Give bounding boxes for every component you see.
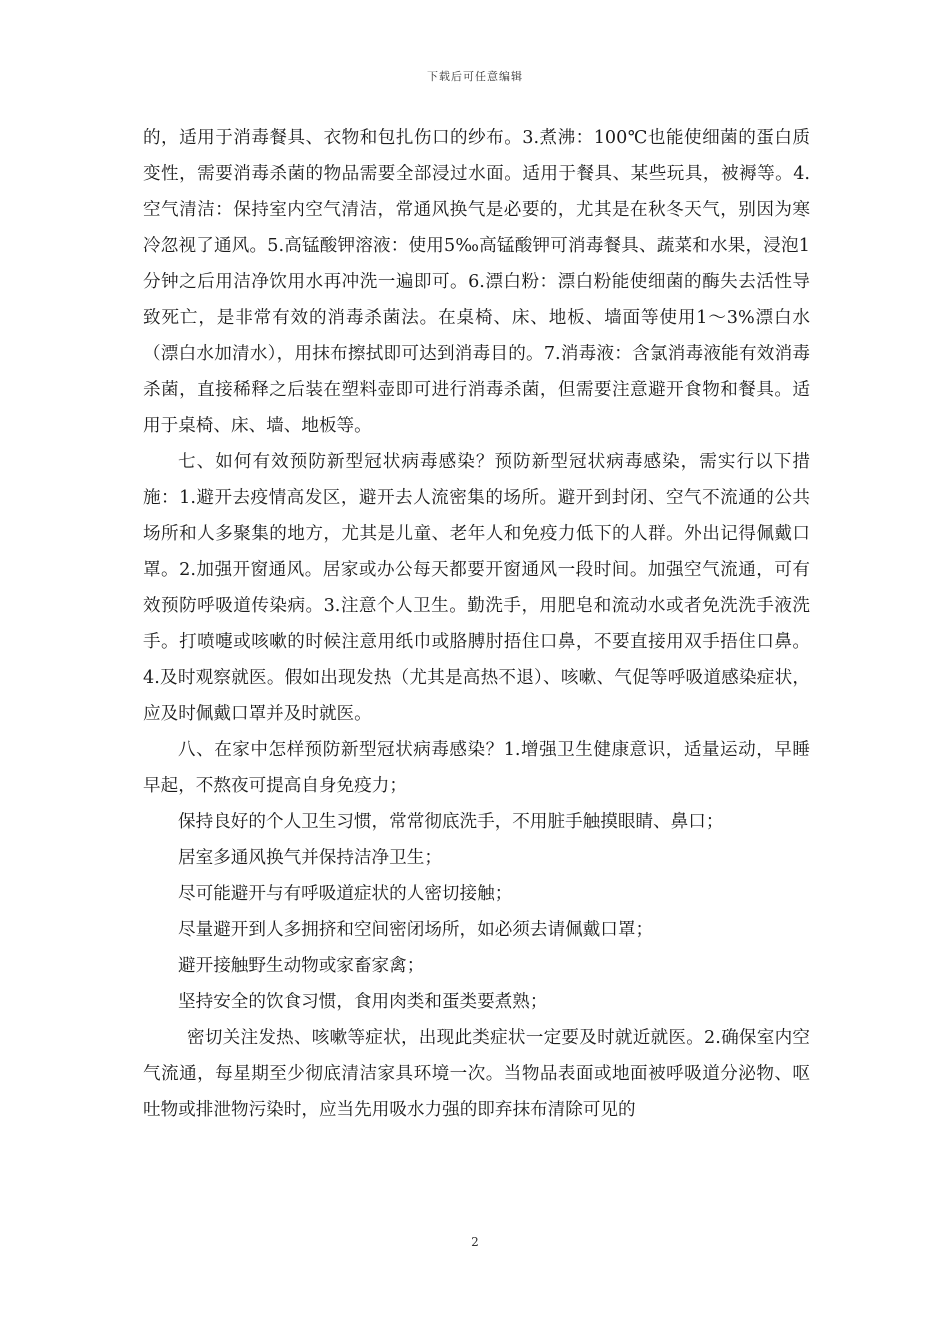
paragraph-home-prevention: 八、在家中怎样预防新型冠状病毒感染？1.增强卫生健康意识，适量运动，早睡早起，不熬夜可提高自身免疫力；: [143, 740, 810, 796]
paragraph-final: 密切关注发热、咳嗽等症状，出现此类症状一定要及时就近就医。2.确保室内空气流通，每星期至少彻底清洁家具环境一次。当物品表面或地面被呼吸道分泌物、呕吐物或排泄物污染时，应当先用吸水力强的即弃抹布清除可见的: [143, 1028, 810, 1120]
list-item: 保持良好的个人卫生习惯，常常彻底洗手，不用脏手触摸眼睛、鼻口；: [178, 812, 724, 832]
list-item: 尽量避开到人多拥挤和空间密闭场所，如必须去请佩戴口罩；: [178, 920, 654, 940]
list-item: 尽可能避开与有呼吸道症状的人密切接触；: [178, 884, 513, 904]
document-body: [143, 120, 810, 1128]
header-note: 下载后可任意编辑: [427, 70, 523, 83]
list-item: 居室多通风换气并保持洁净卫生；: [178, 848, 442, 868]
page-number: 2: [471, 1235, 479, 1249]
list-item: 坚持安全的饮食习惯，食用肉类和蛋类要煮熟；: [178, 992, 548, 1012]
paragraph-disinfection-methods: 的，适用于消毒餐具、衣物和包扎伤口的纱布。3.煮沸：100℃也能使细菌的蛋白质变性，需要消毒杀菌的物品需要全部浸过水面。适用于餐具、某些玩具，被褥等。4.空气清洁：保持室内空气清洁，常通风换气是必要的，尤其是在秋冬天气，别因为寒冷忽视了通风。5.高锰酸钾溶液：使用5‰高锰酸钾可消毒餐具、蔬菜和水果，浸泡1分钟之后用洁净饮用水再冲洗一遍即可。6.漂白粉：漂白粉能使细菌的酶失去活性导致死亡，是非常有效的消毒杀菌法。在桌椅、床、地板、墙面等使用1～3%漂白水（漂白水加清水），用抹布擦拭即可达到消毒目的。7.消毒液：含氯消毒液能有效消毒杀菌，直接稀释之后装在塑料壶即可进行消毒杀菌，但需要注意避开食物和餐具。适用于桌椅、床、墙、地板等。: [143, 128, 810, 436]
paragraph-prevention-measures: 七、如何有效预防新型冠状病毒感染？预防新型冠状病毒感染，需实行以下措施：1.避开去疫情高发区，避开去人流密集的场所。避开到封闭、空气不流通的公共场所和人多聚集的地方，尤其是儿童、老年人和免疫力低下的人群。外出记得佩戴口罩。2.加强开窗通风。居家或办公每天都要开窗通风一段时间。加强空气流通，可有效预防呼吸道传染病。3.注意个人卫生。勤洗手，用肥皂和流动水或者免洗洗手液洗手。打喷嚏或咳嗽的时候注意用纸巾或胳膊肘捂住口鼻，不要直接用双手捂住口鼻。4.及时观察就医。假如出现发热（尤其是高热不退）、咳嗽、气促等呼吸道感染症状，应及时佩戴口罩并及时就医。: [143, 452, 810, 724]
list-item: 避开接触野生动物或家畜家禽；: [178, 956, 425, 976]
